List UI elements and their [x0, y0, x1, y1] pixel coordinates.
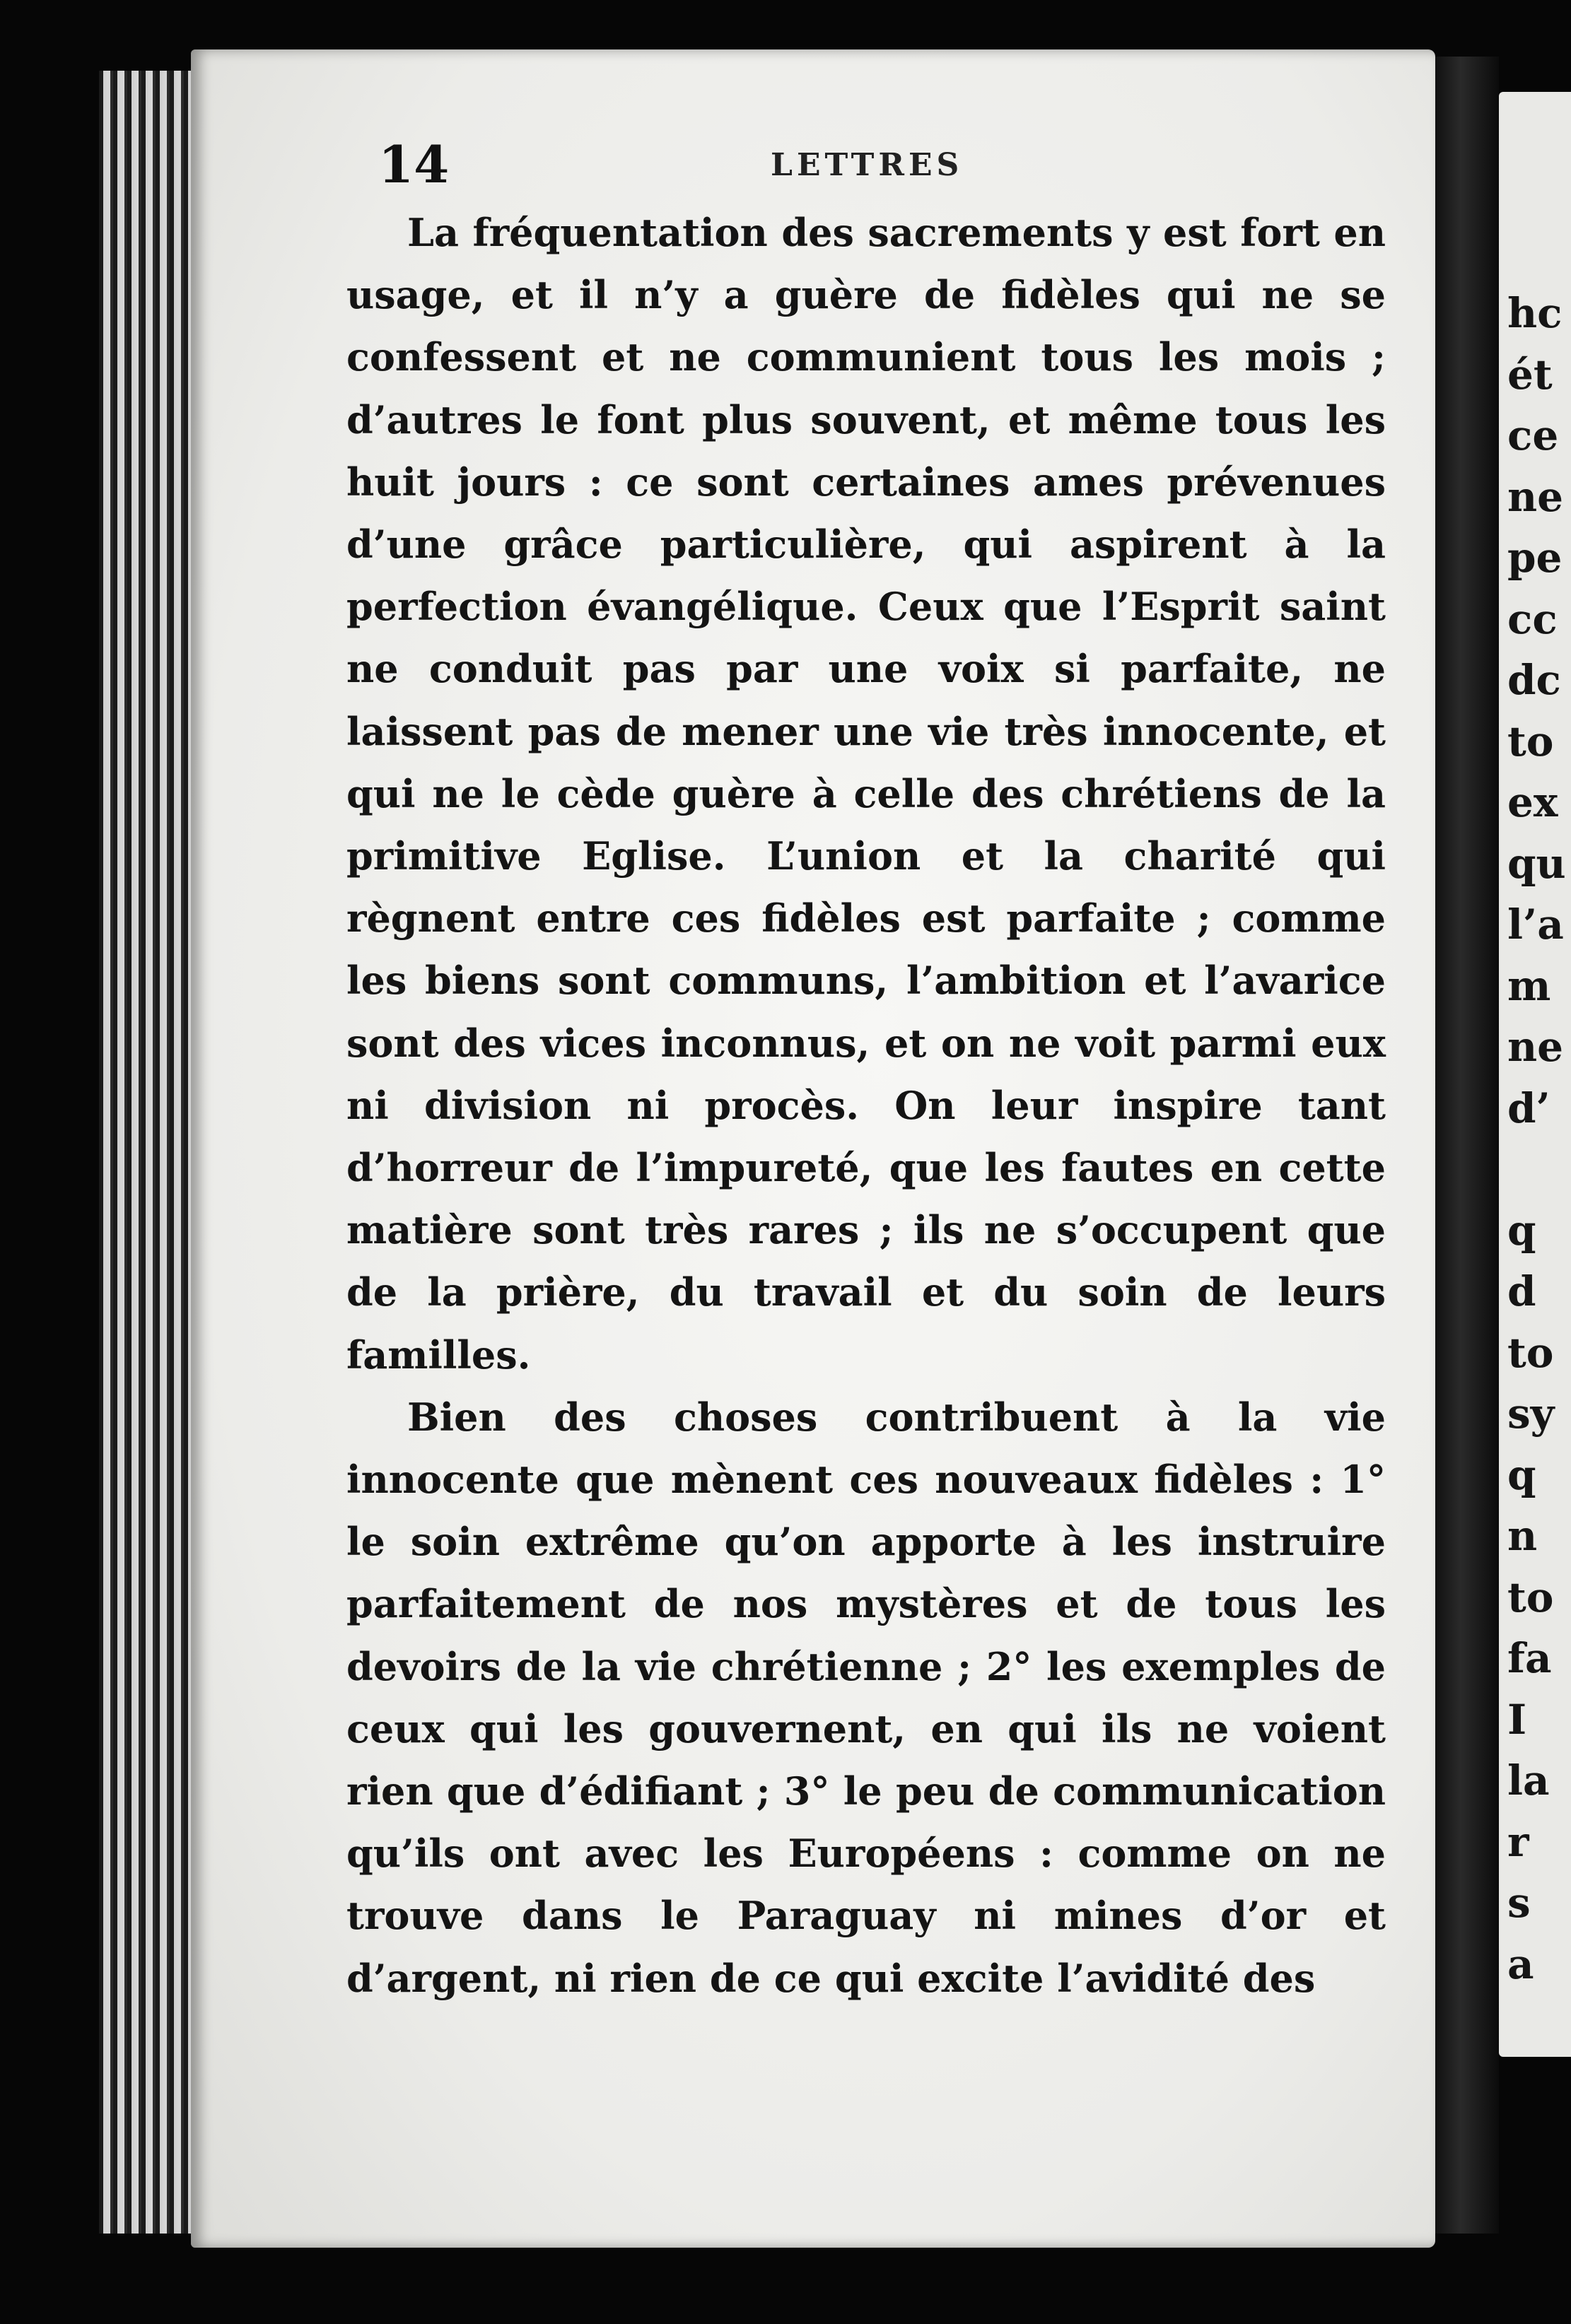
facing-page-text: hc ét ce ne pe cc dc to ex qu l’a m ne d’ q d to sy q n to fa I la r s a [1507, 289, 1566, 1988]
page-body [346, 201, 1386, 2009]
page-number: 14 [378, 134, 450, 194]
running-head: LETTRES [771, 147, 964, 183]
paragraph-1: La fréquentation des sacrements y est fort en usage, et il n’y a guère de fidèles qui ne se confessent et ne communient tous les mois ; d’autres le font plus souvent, et même tous les huit jours : ce sont certaines ames prévenues d’une grâce particulière, qui aspirent à la perfection évangélique. Ceux que l’Esprit saint ne conduit pas par une voix si parfaite, ne laissent pas de mener une vie très innocente, et qui ne le cède guère à celle des chrétiens de la primitive Eglise. L’union et la charité qui règnent entre ces fidèles est parfaite ; comme les biens sont communs, l’ambition et l’avarice sont des vices inconnus, et on ne voit parmi eux ni division ni procès. On leur inspire tant d’horreur de l’impureté, que les fautes en cette matière sont très rares ; ils ne s’occupent que de la prière, du travail et du soin de leurs familles. [346, 210, 1386, 1378]
facing-page [1499, 92, 1571, 2057]
paragraph-2: Bien des choses contribuent à la vie innocente que mènent ces nouveaux fidèles : 1° le soin extrême qu’on apporte à les instruire parfaitement de nos mystères et de tous les devoirs de la vie chrétienne ; 2° les exemples de ceux qui les gouvernent, en qui ils ne voient rien que d’édifiant ; 3° le peu de communication qu’ils ont avec les Européens : comme on ne trouve dans le Paraguay ni mines d’or et d’argent, ni rien de ce qui excite l’avidité des [346, 1394, 1386, 2001]
book-gutter [1435, 57, 1499, 2234]
page-header [378, 134, 1389, 198]
